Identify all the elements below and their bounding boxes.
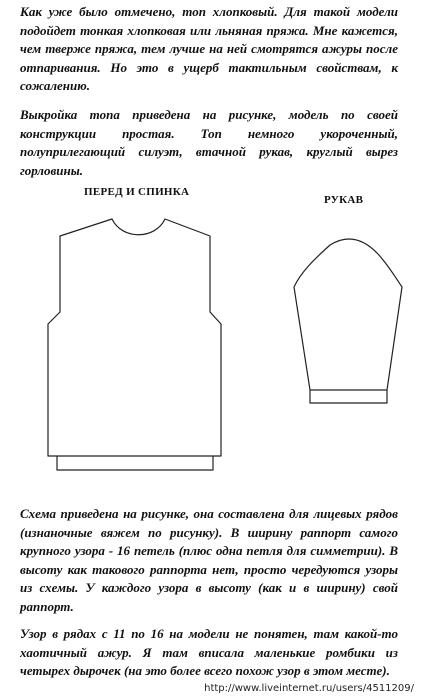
front-back-label: ПЕРЕД И СПИНКА — [84, 186, 190, 198]
rows-note-paragraph: Узор в рядах с 11 по 16 на модели не понятен, там какой-то хаотичный ажур. Я там вписала маленькие ромбики из четырех дырочек (на это более всего похож узор в этом месте). — [20, 626, 398, 678]
front-back-body-outline — [48, 219, 221, 456]
sleeve-cuff — [310, 390, 387, 403]
intro-paragraph: Как уже было отмечено, топ хлопковый. Для такой модели подойдет тонкая хлопковая или льняная пряжа. Мне кажется, чем тверже пряжа, тем лучше на ней смотрятся ажуры после отпаривания. Но это в ущерб тактильным свойствам, к сожалению. — [20, 4, 398, 93]
front-back-hem-band — [57, 456, 213, 470]
chart-description-paragraph: Схема приведена на рисунке, она составлена для лицевых рядов (изнаночные вяжем по рисунку). В ширину раппорт самого крупного узора - 16 петель (плюс одна петля для симметрии). В высоту как такового раппорта нет, просто чередуются узоры из схемы. У каждого узора в высоту (как и в ширину) свой раппорт. — [20, 506, 398, 614]
source-watermark: http://www.liveinternet.ru/users/4511209/ — [204, 683, 414, 694]
garment-pattern-diagram — [0, 200, 422, 490]
pattern-description-paragraph: Выкройка топа приведена на рисунке, модель по своей конструкции простая. Топ немного укороченный, полуприлегающий силуэт, втачной рукав, круглый вырез горловины. — [20, 107, 398, 178]
sleeve-label: РУКАВ — [324, 194, 364, 206]
sleeve-outline — [294, 239, 402, 390]
